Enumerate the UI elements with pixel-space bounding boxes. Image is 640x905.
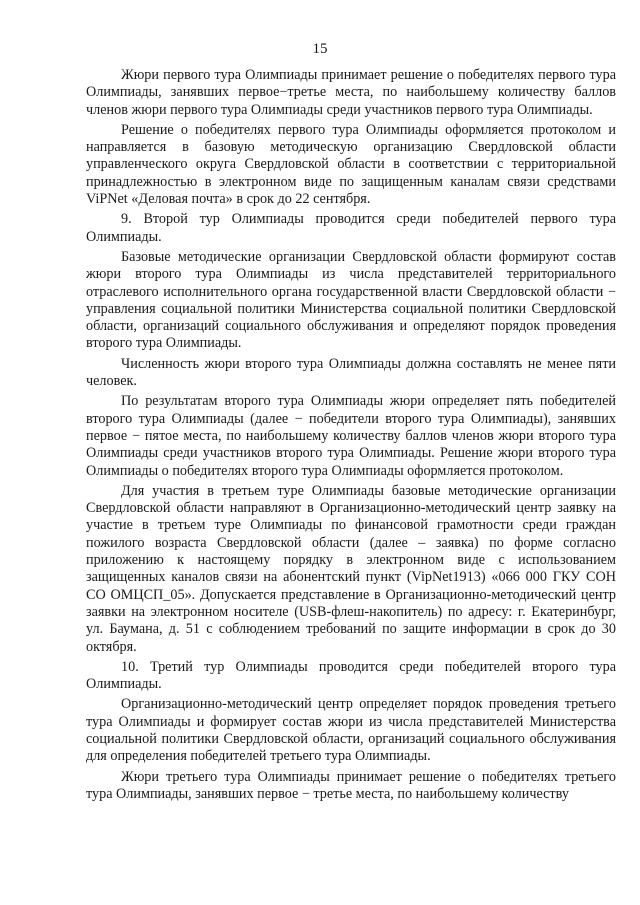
paragraph-third-tour-application: Для участия в третьем туре Олимпиады базовые методические организации Свердловской области направляют в Организационно-методический центр заявку на участие в третьем туре Олимпиады по финансовой грамотности среди граждан пожилого возраста Свердловской области (далее – заявка) по форме согласно приложению к настоящему порядку в электронном виде с использованием защищенных каналов связи на абонентский пункт (VipNet1913) «066 000 ГКУ СОН СО ОМЦСП_05». Допускается представление в Организационно-методический центр заявки на электронном носителе (USB-флеш-накопитель) по адресу: г. Екатеринбург, ул. Баумана, д. 51 с соблюдением требований по защите информации в срок до 30 октября. bbox=[86, 482, 616, 655]
body-text bbox=[86, 67, 616, 806]
paragraph-jury-first-tour-decision: Жюри первого тура Олимпиады принимает решение о победителях первого тура Олимпиады, занявших первое−третье места, по наибольшему количеству баллов членов жюри первого тура Олимпиады среди участников первого тура Олимпиады. bbox=[86, 67, 616, 118]
paragraph-first-tour-protocol: Решение о победителях первого тура Олимпиады оформляется протоколом и направляется в базовую методическую организацию Свердловской области управленческого округа Свердловской области в соответствии с территориальной принадлежностью в электронном виде по защищенным каналам связи средствами ViPNet «Деловая почта» в срок до 22 сентября. bbox=[86, 121, 616, 208]
paragraph-item-9-second-tour: 9. Второй тур Олимпиады проводится среди победителей первого тура Олимпиады. bbox=[86, 211, 616, 245]
paragraph-third-tour-jury-decision: Жюри третьего тура Олимпиады принимает решение о победителях третьего тура Олимпиады, занявших первое − третье места, по наибольшему количеству bbox=[86, 768, 616, 802]
paragraph-second-tour-results: По результатам второго тура Олимпиады жюри определяет пять победителей второго тура Олимпиады (далее − победители второго тура Олимпиады), занявших первое − пятое места, по наибольшему количеству баллов членов жюри второго тура Олимпиады среди участников второго тура Олимпиады. Решение жюри второго тура Олимпиады о победителях второго тура Олимпиады оформляется протоколом. bbox=[86, 393, 616, 479]
paragraph-item-10-third-tour: 10. Третий тур Олимпиады проводится среди победителей второго тура Олимпиады. bbox=[86, 658, 616, 693]
page-number: 15 bbox=[312, 41, 328, 57]
paragraph-second-tour-jury-composition: Базовые методические организации Свердловской области формируют состав жюри второго тура Олимпиады из числа представителей территориального отраслевого исполнительного органа государственной власти Свердловской области − управления социальной политики Министерства социальной политики Свердловской области, организаций социального обслуживания и определяют порядок проведения второго тура Олимпиады. bbox=[86, 248, 616, 352]
paragraph-third-tour-organization: Организационно-методический центр определяет порядок проведения третьего тура Олимпиады и формирует состав жюри из числа представителей Министерства социальной политики Свердловской области, организаций социального обслуживания для определения победителей третьего тура Олимпиады. bbox=[86, 696, 616, 765]
paragraph-second-tour-jury-size: Численность жюри второго тура Олимпиады должна составлять не менее пяти человек. bbox=[86, 355, 616, 390]
